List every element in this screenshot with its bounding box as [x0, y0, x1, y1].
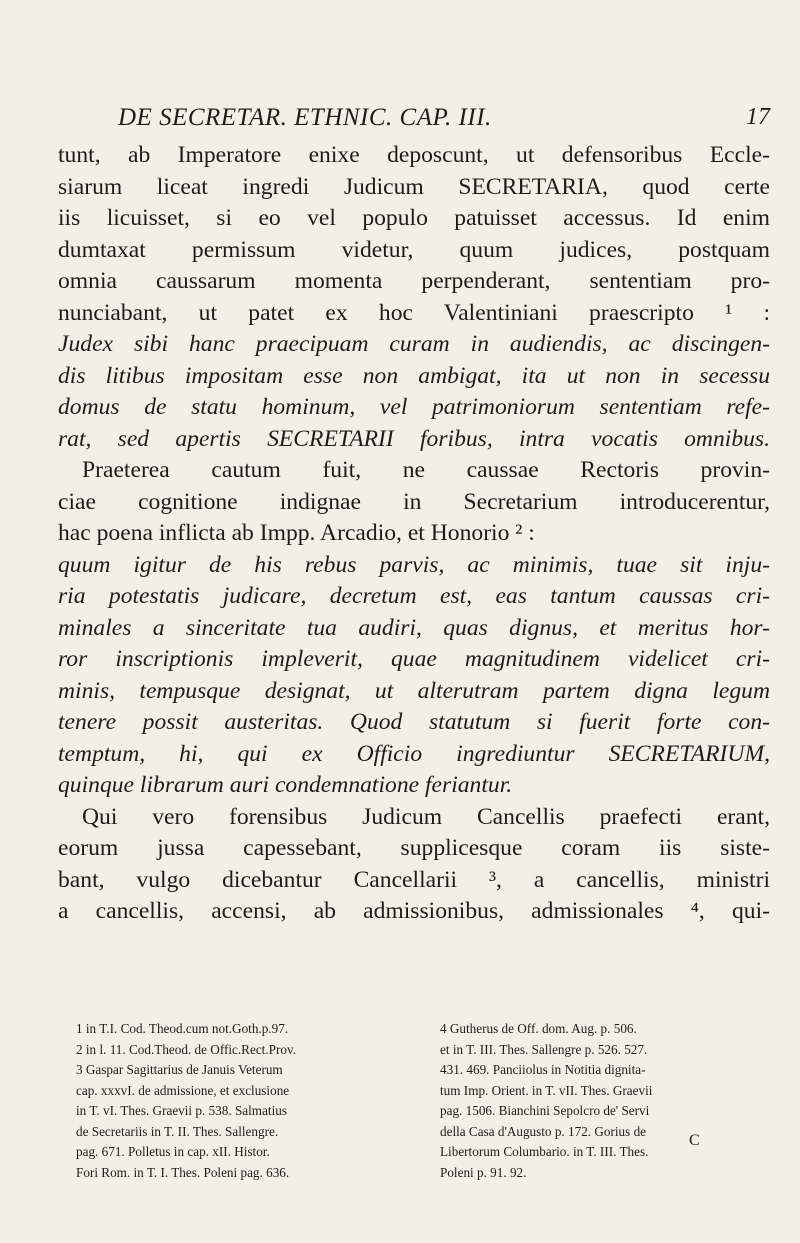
text-line: bant, vulgo dicebantur Cancellarii ³, a cancellis, ministri	[58, 866, 770, 893]
footnote-line: della Casa d'Augusto p. 172. Gorius de	[440, 1123, 647, 1139]
text-line: ciae cognitione indignae in Secretarium introducerentur,	[58, 488, 770, 515]
text-line: omnia caussarum momenta perpenderant, sententiam pro-	[58, 268, 770, 294]
footnote-line: 431. 469. Panciiolus in Notitia dignita-	[440, 1062, 646, 1077]
footnote-line: cap. xxxvI. de admissione, et exclusione	[76, 1082, 290, 1098]
text-line: quum igitur de his rebus parvis, ac minimis, tuae sit inju-	[58, 551, 770, 578]
text-line: domus de statu hominum, vel patrimoniorum sententiam refe-	[58, 394, 770, 420]
text-line: minis, tempusque designat, ut alterutram partem digna legum	[58, 677, 770, 704]
footnote-line: 1 in T.I. Cod. Theod.cum not.Goth.p.97.	[76, 1021, 289, 1036]
text-line: dis litibus impositam esse non ambigat, ita ut non in secessu	[58, 362, 770, 389]
text-line: quinque librarum auri condemnatione feriantur.	[58, 772, 513, 798]
text-line: ror inscriptionis impleverit, quae magnitudinem videlicet cri-	[58, 646, 770, 672]
footnote-line: 2 in l. 11. Cod.Theod. de Offic.Rect.Prov.	[76, 1041, 297, 1057]
text-line: nunciabant, ut patet ex hoc Valentiniani praescripto ¹ :	[58, 299, 770, 326]
footnote-line: pag. 671. Polletus in cap. xII. Histor.	[76, 1144, 270, 1159]
text-line: hac poena inflicta ab Impp. Arcadio, et Honorio ² :	[58, 520, 535, 546]
footnotes-left-column	[76, 1019, 406, 1183]
page-header	[118, 104, 778, 134]
text-line: Judex sibi hanc praecipuam curam in audiendis, ac discingen-	[58, 331, 770, 357]
text-line: iis licuisset, si eo vel populo patuisset accessus. Id enim	[58, 205, 770, 231]
footnote-line: 3 Gaspar Sagittarius de Januis Veterum	[76, 1062, 283, 1077]
text-line: dumtaxat permissum videtur, quum judices, postquam	[58, 236, 770, 263]
text-line: a cancellis, accensi, ab admissionibus, admissionales ⁴, qui-	[58, 898, 770, 924]
text-line: Praeterea cautum fuit, ne caussae Rectoris provin-	[82, 457, 770, 483]
footnote-line: pag. 1506. Bianchini Sepolcro de' Servi	[440, 1103, 650, 1118]
text-line: ria potestatis judicare, decretum est, eas tantum caussas cri-	[58, 583, 770, 609]
main-text	[58, 140, 770, 928]
running-title: DE SECRETAR. ETHNIC. CAP. III.	[118, 104, 492, 131]
footnote-line: Libertorum Columbario. in T. III. Thes.	[440, 1144, 649, 1159]
footnote-line: in T. vI. Thes. Graevii p. 538. Salmatius	[76, 1103, 287, 1118]
footnote-line: Poleni p. 91. 92.	[440, 1164, 527, 1180]
footnote-line: tum Imp. Orient. in T. vII. Thes. Graevii	[440, 1082, 653, 1098]
text-line: siarum liceat ingredi Judicum SECRETARIA, quod certe	[58, 173, 770, 200]
text-line: temptum, hi, qui ex Officio ingrediuntur SECRETARIUM,	[58, 740, 770, 767]
text-line: tunt, ab Imperatore enixe deposcunt, ut defensoribus Eccle-	[58, 142, 770, 168]
text-line: rat, sed apertis SECRETARII foribus, intra vocatis omnibus.	[58, 425, 770, 452]
page-number: 17	[746, 104, 770, 130]
footnote-line: et in T. III. Thes. Sallengre p. 526. 527.	[440, 1041, 648, 1057]
text-line: eorum jussa capessebant, supplicesque coram iis siste-	[58, 835, 770, 861]
text-line: minales a sinceritate tua audiri, quas dignus, et meritus hor-	[58, 614, 770, 641]
footnotes-right-column	[440, 1019, 770, 1183]
signature-mark: C	[689, 1132, 700, 1149]
footnote-line: 4 Gutherus de Off. dom. Aug. p. 506.	[440, 1021, 637, 1036]
footnote-line: Fori Rom. in T. I. Thes. Poleni pag. 636.	[76, 1164, 290, 1180]
text-line: tenere possit austeritas. Quod statutum si fuerit forte con-	[58, 709, 770, 735]
text-line: Qui vero forensibus Judicum Cancellis praefecti erant,	[82, 803, 770, 830]
footnote-line: de Secretariis in T. II. Thes. Sallengre.	[76, 1123, 279, 1139]
